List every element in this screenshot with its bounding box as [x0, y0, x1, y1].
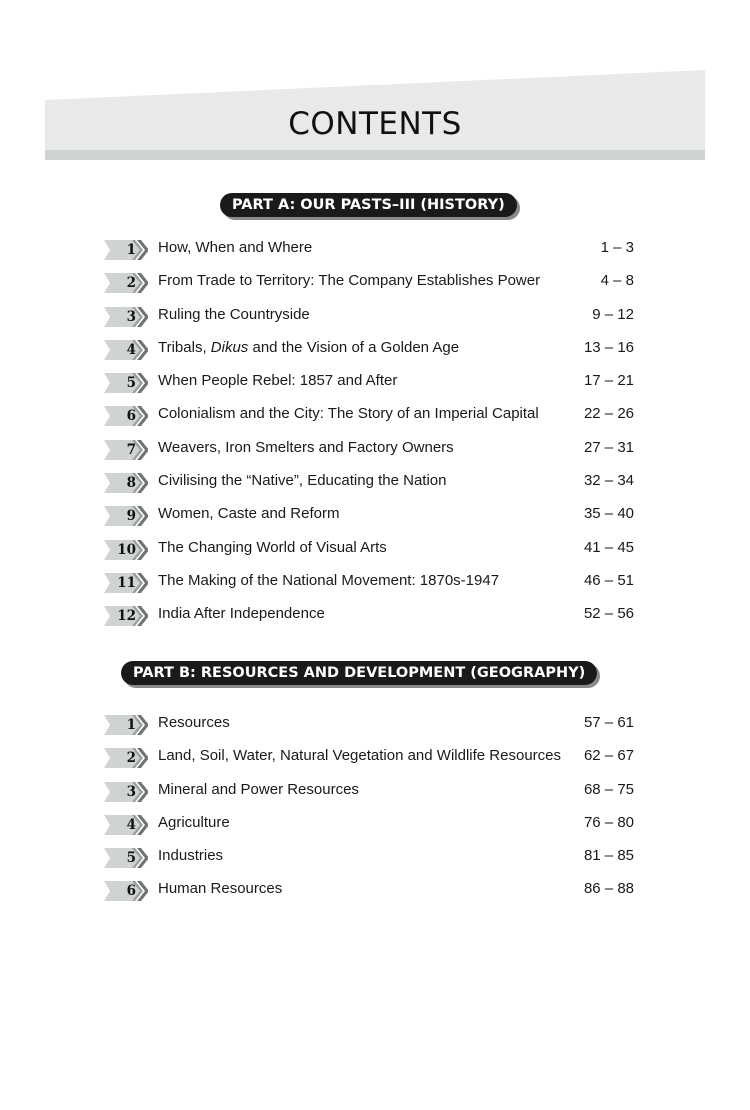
chapter-pages: 35 – 40 [583, 505, 634, 523]
chapter-number-badge [104, 307, 148, 327]
banner-shape [0, 0, 750, 180]
chapter-pages: 17 – 21 [583, 372, 634, 390]
chapter-pages: 62 – 67 [583, 747, 634, 765]
chapter-number: 11 [117, 574, 136, 591]
part-b-label: PART B: RESOURCES AND DEVELOPMENT (GEOGRAPHY) [121, 661, 597, 685]
chapter-number: 4 [126, 341, 136, 358]
chapter-number-badge [104, 506, 148, 526]
chapter-number-badge [104, 573, 148, 593]
chapter-title-emphasis: Dikus [210, 338, 249, 356]
chapter-title: When People Rebel: 1857 and After [158, 372, 398, 390]
chapter-number-badge [104, 440, 148, 460]
chapter-number: 6 [126, 408, 136, 425]
chapter-title: Ruling the Countryside [158, 305, 310, 323]
chapter-row [104, 744, 636, 777]
chapter-number: 8 [126, 475, 136, 492]
chapter-row [104, 402, 636, 435]
chapter-number-badge [104, 373, 148, 393]
header-banner [0, 0, 750, 180]
chapter-pages: 68 – 75 [583, 780, 634, 798]
chapter-pages: 32 – 34 [583, 472, 634, 490]
chapter-number-badge [104, 406, 148, 426]
chapter-pages: 13 – 16 [583, 338, 634, 356]
chapter-number: 4 [126, 816, 136, 833]
chapter-row [104, 236, 636, 269]
chapter-number-badge [104, 748, 148, 768]
chapter-row [104, 778, 636, 811]
chapter-title-part: and the Vision of a Golden Age [248, 338, 460, 356]
chapter-pages: 1 – 3 [600, 239, 634, 256]
chapter-number-badge [104, 273, 148, 293]
chapter-number: 5 [126, 375, 136, 392]
chapter-number: 10 [117, 541, 136, 558]
chapter-title: Mineral and Power Resources [158, 780, 359, 798]
chapter-number: 7 [126, 441, 136, 458]
chapter-row [104, 536, 636, 569]
chapter-title: Women, Caste and Reform [158, 505, 340, 523]
chapter-row [104, 303, 636, 336]
chapter-pages: 27 – 31 [583, 438, 634, 456]
chapter-title: The Making of the National Movement: 1870s-1947 [158, 571, 500, 589]
chapter-number-badge [104, 606, 148, 626]
chapter-pages: 9 – 12 [592, 305, 634, 323]
chapter-title: India After Independence [158, 605, 325, 623]
chapter-title: From Trade to Territory: The Company Establishes Power [158, 272, 541, 290]
chapter-title: Colonialism and the City: The Story of an Imperial Capital [158, 405, 539, 423]
chapter-row [104, 436, 636, 469]
chapter-row [104, 469, 636, 502]
chapter-title: Agriculture [158, 813, 230, 831]
chapter-pages: 41 – 45 [583, 538, 634, 556]
chapter-number-badge [104, 848, 148, 868]
chapter-number-badge [104, 240, 148, 260]
chapter-row [104, 569, 636, 602]
chapter-number: 3 [126, 783, 136, 800]
chapter-number: 1 [126, 717, 136, 733]
chapter-title [158, 339, 459, 356]
page-title: CONTENTS [288, 106, 462, 142]
chapter-row [104, 844, 636, 877]
chapter-number: 5 [126, 850, 136, 867]
part-a-label: PART A: OUR PASTS–III (HISTORY) [220, 193, 517, 217]
chapter-title: How, When and Where [158, 239, 313, 256]
chapter-row [104, 336, 636, 369]
chapter-number-badge [104, 715, 148, 735]
chapter-row [104, 502, 636, 535]
chapter-number-badge [104, 782, 148, 802]
chapter-row [104, 711, 636, 744]
chapter-pages: 22 – 26 [583, 405, 634, 423]
chapter-title: Civilising the “Native”, Educating the Nation [158, 472, 447, 490]
chapter-pages: 46 – 51 [583, 571, 634, 589]
chapter-number: 2 [126, 275, 136, 292]
chapter-row [104, 269, 636, 302]
chapter-row [104, 877, 636, 910]
chapter-number-badge [104, 473, 148, 493]
chapter-pages: 81 – 85 [583, 847, 634, 865]
chapter-number: 1 [126, 242, 136, 258]
chapter-pages: 86 – 88 [583, 880, 634, 898]
chapter-pages: 4 – 8 [600, 272, 634, 290]
part-a-chapter-list [104, 236, 636, 636]
chapter-row [104, 369, 636, 402]
chapter-title: Weavers, Iron Smelters and Factory Owners [158, 438, 454, 456]
chapter-title-part: Tribals, [158, 338, 211, 356]
chapter-title: Industries [158, 847, 224, 865]
chapter-pages: 52 – 56 [583, 605, 634, 623]
part-b-chapter-list [104, 711, 636, 911]
chapter-number-badge [104, 540, 148, 560]
chapter-row [104, 602, 636, 635]
chapter-pages: 57 – 61 [583, 714, 634, 731]
chapter-title: Resources [158, 714, 230, 731]
chapter-title: Human Resources [158, 880, 283, 898]
chapter-number: 2 [126, 750, 136, 767]
chapter-title: Land, Soil, Water, Natural Vegetation and Wildlife Resources [158, 747, 561, 765]
chapter-number: 9 [126, 508, 136, 525]
chapter-row [104, 811, 636, 844]
chapter-title: The Changing World of Visual Arts [158, 538, 387, 556]
chapter-number-badge [104, 881, 148, 901]
chapter-number-badge [104, 340, 148, 360]
chapter-number: 6 [126, 883, 136, 900]
chapter-number-badge [104, 815, 148, 835]
chapter-pages: 76 – 80 [583, 813, 634, 831]
chapter-number: 12 [117, 608, 136, 625]
chapter-number: 3 [126, 308, 136, 325]
